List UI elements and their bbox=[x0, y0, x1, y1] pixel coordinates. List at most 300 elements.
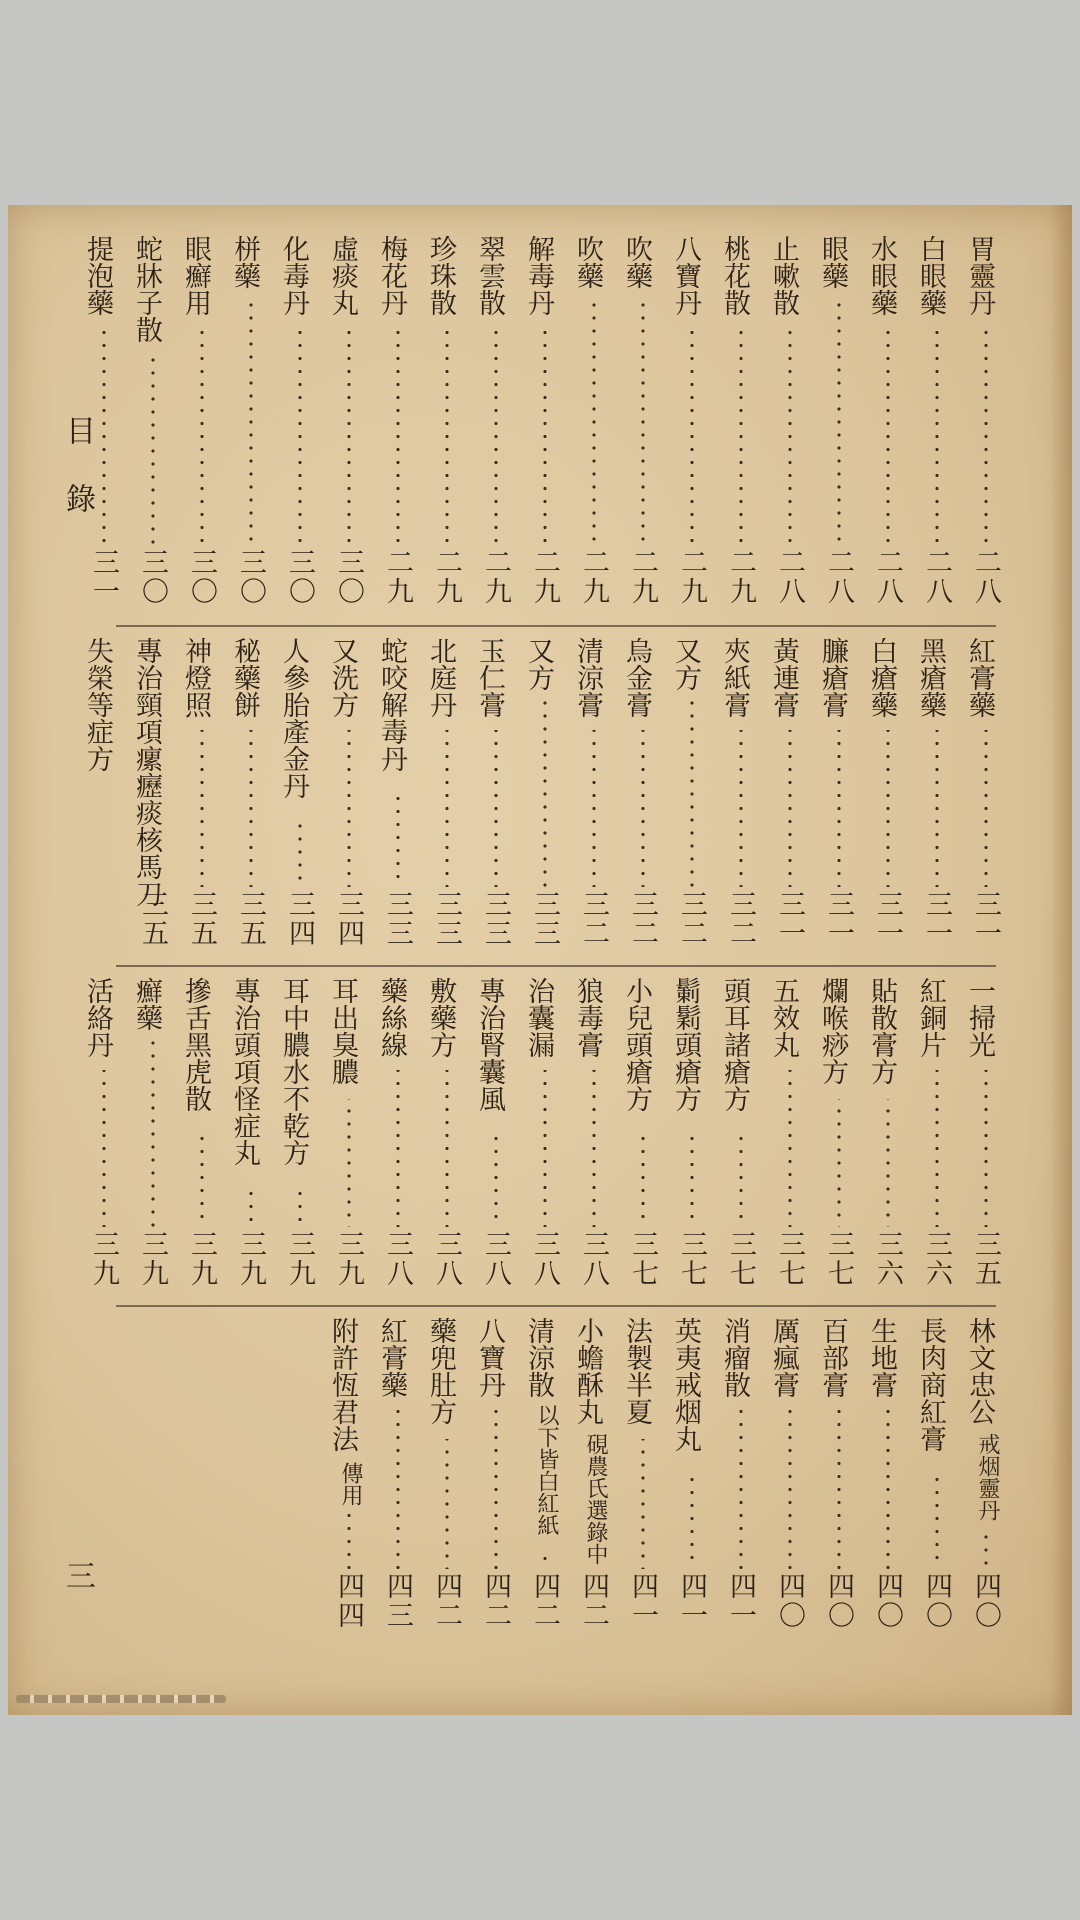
toc-page-number-text: 二八 bbox=[872, 548, 903, 606]
toc-entry-title: 活絡丹 bbox=[82, 977, 113, 1058]
toc-page-number-text: 三七 bbox=[774, 1230, 805, 1288]
toc-page-number bbox=[923, 548, 950, 613]
toc-entry bbox=[574, 977, 614, 1295]
toc-entry-title: 蛇咬解毒丹 bbox=[376, 637, 407, 772]
toc-page-number bbox=[286, 890, 313, 955]
toc-entry bbox=[721, 637, 761, 955]
leader-dots bbox=[641, 1128, 645, 1227]
toc-page-number-text: 三七 bbox=[823, 1230, 854, 1288]
toc-entry bbox=[133, 235, 173, 613]
toc-entry-title: 敷藥方 bbox=[425, 977, 456, 1058]
toc-entry bbox=[868, 637, 908, 955]
leader-dots bbox=[200, 328, 204, 545]
toc-entry bbox=[476, 637, 516, 955]
leader-dots bbox=[837, 299, 841, 545]
toc-page-number-text: 四〇 bbox=[921, 1572, 952, 1630]
toc-page-number-text: 四二 bbox=[431, 1572, 462, 1630]
toc-entry-title: 爛喉痧方 bbox=[817, 977, 848, 1085]
toc-page-number bbox=[433, 1230, 460, 1295]
leader-dots bbox=[347, 1514, 351, 1569]
toc-entry-title: 小蟾酥丸 bbox=[572, 1317, 603, 1425]
toc-entry-title: 神燈照 bbox=[180, 637, 211, 718]
leader-dots bbox=[641, 1439, 645, 1569]
toc-page-number bbox=[384, 890, 411, 955]
leader-dots bbox=[641, 299, 645, 545]
leader-dots bbox=[396, 328, 400, 545]
toc-entry bbox=[917, 235, 957, 613]
toc-page-number-text: 三九 bbox=[284, 1230, 315, 1288]
toc-page-number-text: 三三 bbox=[529, 890, 560, 948]
toc-entry bbox=[966, 1317, 1006, 1637]
leader-dots bbox=[935, 730, 939, 887]
toc-entry bbox=[84, 977, 124, 1295]
toc-page-number-text: 三二 bbox=[627, 890, 658, 948]
toc-page-number-text: 三一 bbox=[774, 890, 805, 948]
leader-dots bbox=[935, 1468, 939, 1569]
leader-dots bbox=[445, 328, 449, 545]
toc-entry bbox=[280, 977, 320, 1295]
toc-entry-title: 黑瘡藥 bbox=[915, 637, 946, 718]
toc-entry bbox=[868, 1317, 908, 1637]
toc-page-number bbox=[433, 890, 460, 955]
toc-entry bbox=[868, 977, 908, 1295]
toc-page-number bbox=[384, 1230, 411, 1295]
toc-page-number bbox=[335, 890, 362, 955]
toc-entry bbox=[966, 235, 1006, 613]
toc-band-4 bbox=[8, 1317, 1072, 1637]
toc-entry-title: 耳出臭膿 bbox=[327, 977, 358, 1085]
toc-entry bbox=[84, 637, 124, 955]
leader-dots bbox=[837, 1410, 841, 1569]
toc-page-number-text: 三九 bbox=[186, 1230, 217, 1288]
toc-entry-title: 五效丸 bbox=[768, 977, 799, 1058]
toc-page-number-text: 三八 bbox=[529, 1230, 560, 1288]
toc-page-number bbox=[139, 1230, 166, 1295]
toc-entry-note: 硯農氏選錄中 bbox=[583, 1433, 608, 1565]
leader-dots bbox=[494, 328, 498, 545]
leader-dots bbox=[690, 1128, 694, 1227]
leader-dots bbox=[249, 299, 253, 545]
leader-dots bbox=[102, 1070, 106, 1227]
toc-entry bbox=[966, 637, 1006, 955]
leader-dots bbox=[445, 730, 449, 887]
toc-entry-title: 紅膏藥 bbox=[964, 637, 995, 718]
toc-entry-title: 專治腎囊風 bbox=[474, 977, 505, 1112]
toc-page-number bbox=[923, 1230, 950, 1295]
toc-entry bbox=[133, 637, 173, 955]
toc-entry-title: 眼癬用 bbox=[180, 235, 211, 316]
toc-entry bbox=[84, 235, 124, 613]
toc-page-number bbox=[482, 890, 509, 955]
toc-page-number-text: 三五 bbox=[235, 890, 266, 948]
toc-page-number-text: 四〇 bbox=[774, 1572, 805, 1630]
toc-page-number-text: 三九 bbox=[88, 1230, 119, 1288]
toc-entry-title: 桃花散 bbox=[719, 235, 750, 316]
leader-dots bbox=[298, 1186, 302, 1227]
toc-entry-title: 又方 bbox=[523, 637, 554, 691]
toc-page-number bbox=[482, 1572, 509, 1637]
toc-entry-title: 林文忠公 bbox=[964, 1317, 995, 1425]
leader-dots bbox=[494, 1410, 498, 1569]
toc-page-number bbox=[678, 1572, 705, 1637]
leader-dots bbox=[837, 730, 841, 887]
toc-entry bbox=[770, 235, 810, 613]
toc-entry-title: 人參胎產金丹 bbox=[278, 637, 309, 799]
toc-entry bbox=[231, 235, 271, 613]
toc-band-3 bbox=[8, 977, 1072, 1295]
toc-page-number-text: 三七 bbox=[725, 1230, 756, 1288]
toc-page-number-text: 二九 bbox=[578, 548, 609, 606]
toc-page-number bbox=[678, 548, 705, 613]
toc-entry bbox=[721, 977, 761, 1295]
toc-page-number bbox=[237, 1230, 264, 1295]
toc-entry bbox=[525, 977, 565, 1295]
toc-page-number-text: 二八 bbox=[774, 548, 805, 606]
toc-page-number-text: 二九 bbox=[382, 548, 413, 606]
toc-page-number-text: 三四 bbox=[284, 890, 315, 948]
toc-page-number bbox=[874, 1572, 901, 1637]
toc-entry bbox=[966, 977, 1006, 1295]
toc-page-number-text: 三八 bbox=[382, 1230, 413, 1288]
leader-dots bbox=[886, 328, 890, 545]
toc-page-number-text: 二九 bbox=[529, 548, 560, 606]
leader-dots bbox=[200, 1128, 204, 1227]
leader-dots bbox=[396, 788, 400, 887]
toc-page-number-text: 三〇 bbox=[186, 548, 217, 606]
toc-entry-title: 黃連膏 bbox=[768, 637, 799, 718]
toc-entry bbox=[329, 235, 369, 613]
toc-page-number-text: 四〇 bbox=[823, 1572, 854, 1630]
toc-entry bbox=[476, 977, 516, 1295]
toc-entry bbox=[378, 235, 418, 613]
toc-entry bbox=[231, 637, 271, 955]
toc-page-number-text: 三三 bbox=[480, 890, 511, 948]
toc-entry-title: 癬藥 bbox=[131, 977, 162, 1031]
toc-entry bbox=[182, 637, 222, 955]
toc-entry-title: 蛇牀子散 bbox=[131, 235, 162, 343]
leader-dots bbox=[984, 1531, 988, 1569]
toc-entry-title: 珍珠散 bbox=[425, 235, 456, 316]
leader-dots bbox=[641, 730, 645, 887]
toc-entry-title: 北庭丹 bbox=[425, 637, 456, 718]
toc-page-number bbox=[384, 1572, 411, 1637]
toc-page-number bbox=[629, 1230, 656, 1295]
toc-page-number bbox=[335, 1230, 362, 1295]
toc-entry-title: 止嗽散 bbox=[768, 235, 799, 316]
leader-dots bbox=[935, 1070, 939, 1227]
leader-dots bbox=[592, 730, 596, 887]
page-number: 三 bbox=[60, 1560, 95, 1590]
toc-entry-title: 烏金膏 bbox=[621, 637, 652, 718]
toc-page-number bbox=[825, 890, 852, 955]
toc-page-number bbox=[90, 548, 117, 613]
toc-page-number bbox=[874, 1230, 901, 1295]
toc-page-number-text: 四一 bbox=[725, 1572, 756, 1630]
toc-page-number-text: 三七 bbox=[676, 1230, 707, 1288]
leader-dots bbox=[543, 701, 547, 887]
leader-dots bbox=[935, 328, 939, 545]
toc-page-number bbox=[874, 548, 901, 613]
toc-page-number bbox=[384, 548, 411, 613]
toc-band-1 bbox=[8, 235, 1072, 613]
toc-page-number-text: 三一 bbox=[823, 890, 854, 948]
toc-page-number bbox=[629, 890, 656, 955]
toc-entry-title: 清涼散 bbox=[523, 1317, 554, 1398]
toc-page-number-text: 三二 bbox=[725, 890, 756, 948]
toc-page-number-text: 三三 bbox=[382, 890, 413, 948]
toc-entry bbox=[770, 1317, 810, 1637]
toc-entry-title: 消瘤散 bbox=[719, 1317, 750, 1398]
running-title: 目錄 bbox=[60, 415, 95, 551]
leader-dots bbox=[788, 328, 792, 545]
toc-entry-title: 英夷戒烟丸 bbox=[670, 1317, 701, 1452]
leader-dots bbox=[690, 1468, 694, 1569]
toc-page-number bbox=[286, 1230, 313, 1295]
toc-entry bbox=[574, 637, 614, 955]
leader-dots bbox=[739, 1128, 743, 1227]
leader-dots bbox=[543, 328, 547, 545]
toc-page-number bbox=[825, 1230, 852, 1295]
leader-dots bbox=[396, 1070, 400, 1227]
toc-page-number bbox=[972, 1572, 999, 1637]
toc-entry-title: 摻舌黑虎散 bbox=[180, 977, 211, 1112]
toc-entry-title: 吹藥 bbox=[621, 235, 652, 289]
toc-page-number bbox=[825, 1572, 852, 1637]
toc-page-number-text: 四〇 bbox=[970, 1572, 1001, 1630]
toc-entry-title: 解毒丹 bbox=[523, 235, 554, 316]
leader-dots bbox=[984, 730, 988, 887]
toc-page-number-text: 二八 bbox=[823, 548, 854, 606]
toc-entry-title: 附許恆君法 bbox=[327, 1317, 358, 1452]
toc-entry bbox=[182, 977, 222, 1295]
toc-page-number-text: 四三 bbox=[382, 1572, 413, 1630]
toc-entry bbox=[525, 1317, 565, 1637]
toc-page-number-text: 四〇 bbox=[872, 1572, 903, 1630]
toc-entry-title: 水眼藥 bbox=[866, 235, 897, 316]
toc-page-number bbox=[433, 1572, 460, 1637]
section-divider bbox=[116, 965, 996, 967]
toc-entry bbox=[574, 1317, 614, 1637]
toc-page-number bbox=[727, 890, 754, 955]
paper-tear bbox=[16, 1695, 226, 1703]
leader-dots bbox=[886, 1099, 890, 1227]
leader-dots bbox=[739, 1410, 743, 1569]
toc-entry-title: 夾紙膏 bbox=[719, 637, 750, 718]
leader-dots bbox=[739, 730, 743, 887]
toc-entry bbox=[525, 637, 565, 955]
toc-entry-title: 八寶丹 bbox=[474, 1317, 505, 1398]
toc-page-number bbox=[237, 890, 264, 955]
toc-page-number-text: 四一 bbox=[676, 1572, 707, 1630]
toc-page-number-text: 四四 bbox=[333, 1572, 364, 1630]
leader-dots bbox=[298, 817, 302, 887]
toc-page-number bbox=[335, 1572, 362, 1637]
toc-page-number-text: 三一 bbox=[872, 890, 903, 948]
toc-entry-title: 眼藥 bbox=[817, 235, 848, 289]
toc-entry-title: 胃靈丹 bbox=[964, 235, 995, 316]
toc-page-number-text: 三六 bbox=[872, 1230, 903, 1288]
toc-page-number-text: 二九 bbox=[480, 548, 511, 606]
leader-dots bbox=[984, 328, 988, 545]
toc-entry bbox=[427, 637, 467, 955]
toc-entry-title: 專治頸項瘰癧痰核馬刀 bbox=[131, 637, 162, 907]
leader-dots bbox=[347, 730, 351, 887]
leader-dots bbox=[788, 1410, 792, 1569]
toc-entry bbox=[182, 235, 222, 613]
toc-page-number bbox=[237, 548, 264, 613]
leader-dots bbox=[837, 1099, 841, 1227]
toc-page-number bbox=[139, 890, 166, 955]
leader-dots bbox=[543, 1070, 547, 1227]
toc-entry bbox=[574, 235, 614, 613]
leader-dots bbox=[886, 730, 890, 887]
toc-entry-title: 白瘡藥 bbox=[866, 637, 897, 718]
leader-dots bbox=[347, 1099, 351, 1227]
toc-entry-title: 提泡藥 bbox=[82, 235, 113, 316]
leader-dots bbox=[494, 1128, 498, 1227]
toc-entry bbox=[917, 637, 957, 955]
toc-page-number bbox=[90, 1230, 117, 1295]
toc-entry-title: 吹藥 bbox=[572, 235, 603, 289]
toc-page-number bbox=[139, 548, 166, 613]
toc-entry bbox=[329, 637, 369, 955]
toc-entry bbox=[623, 637, 663, 955]
leader-dots bbox=[151, 357, 155, 545]
toc-page-number-text: 三五 bbox=[186, 890, 217, 948]
toc-page-number-text: 三九 bbox=[235, 1230, 266, 1288]
toc-page-number bbox=[580, 1230, 607, 1295]
toc-page-number bbox=[727, 548, 754, 613]
toc-entry-title: 鬎鬁頭瘡方 bbox=[670, 977, 701, 1112]
toc-page-number-text: 三八 bbox=[431, 1230, 462, 1288]
toc-entry bbox=[378, 1317, 418, 1637]
toc-page-number bbox=[874, 890, 901, 955]
toc-page-number bbox=[580, 1572, 607, 1637]
leader-dots bbox=[788, 730, 792, 887]
toc-entry-title: 化毒丹 bbox=[278, 235, 309, 316]
toc-page-number bbox=[629, 548, 656, 613]
toc-page-number bbox=[188, 1230, 215, 1295]
toc-entry bbox=[280, 235, 320, 613]
toc-page-number-text: 三四 bbox=[333, 890, 364, 948]
toc-page-number bbox=[531, 1572, 558, 1637]
toc-page-number-text: 三〇 bbox=[284, 548, 315, 606]
toc-page-number-text: 二九 bbox=[627, 548, 658, 606]
toc-page-number bbox=[531, 890, 558, 955]
toc-page-number bbox=[482, 548, 509, 613]
leader-dots bbox=[690, 701, 694, 887]
toc-page-number bbox=[776, 890, 803, 955]
toc-entry-title: 藥兜肚方 bbox=[425, 1317, 456, 1425]
leader-dots bbox=[249, 1186, 253, 1227]
toc-page-number bbox=[335, 548, 362, 613]
section-divider bbox=[116, 1305, 996, 1307]
toc-page-number-text: 三〇 bbox=[235, 548, 266, 606]
toc-page-number-text: 三九 bbox=[333, 1230, 364, 1288]
toc-entry-title: 小兒頭瘡方 bbox=[621, 977, 652, 1112]
toc-entry-title: 臁瘡膏 bbox=[817, 637, 848, 718]
toc-page-number-text: 二九 bbox=[725, 548, 756, 606]
toc-page-number-text: 三二 bbox=[578, 890, 609, 948]
toc-page-number-text: 四二 bbox=[480, 1572, 511, 1630]
toc-page-number bbox=[727, 1572, 754, 1637]
toc-entry bbox=[329, 977, 369, 1295]
leader-dots bbox=[445, 1439, 449, 1569]
toc-page-number bbox=[825, 548, 852, 613]
leader-dots bbox=[151, 1041, 155, 1227]
toc-entry-title: 生地膏 bbox=[866, 1317, 897, 1398]
toc-entry-title: 失榮等症方 bbox=[82, 637, 113, 772]
toc-entry bbox=[770, 977, 810, 1295]
toc-entry bbox=[427, 1317, 467, 1637]
toc-entry bbox=[427, 977, 467, 1295]
toc-page-number bbox=[629, 1572, 656, 1637]
toc-page-number-text: 三八 bbox=[480, 1230, 511, 1288]
toc-entry-title: 紅銅片 bbox=[915, 977, 946, 1058]
toc-page-number bbox=[433, 548, 460, 613]
toc-entry bbox=[280, 637, 320, 955]
leader-dots bbox=[690, 328, 694, 545]
toc-entry bbox=[721, 1317, 761, 1637]
toc-entry bbox=[917, 977, 957, 1295]
leader-dots bbox=[494, 730, 498, 887]
toc-page-number-text: 三五 bbox=[970, 1230, 1001, 1288]
toc-page-number-text: 三〇 bbox=[333, 548, 364, 606]
toc-page-number bbox=[923, 890, 950, 955]
toc-page-number-text: 三二 bbox=[676, 890, 707, 948]
toc-entry bbox=[672, 1317, 712, 1637]
toc-entry bbox=[623, 1317, 663, 1637]
toc-entry-title: 清涼膏 bbox=[572, 637, 603, 718]
toc-page-number bbox=[923, 1572, 950, 1637]
toc-page-number-text: 三七 bbox=[627, 1230, 658, 1288]
toc-entry bbox=[819, 1317, 859, 1637]
toc-entry-title: 厲瘋膏 bbox=[768, 1317, 799, 1398]
toc-entry-title: 專治頭項怪症丸 bbox=[229, 977, 260, 1166]
toc-page-number-text: 三〇 bbox=[137, 548, 168, 606]
toc-page-number-text: 三五 bbox=[137, 890, 168, 948]
toc-page-number bbox=[531, 548, 558, 613]
toc-page-number-text: 三一 bbox=[921, 890, 952, 948]
toc-entry bbox=[868, 235, 908, 613]
leader-dots bbox=[445, 1070, 449, 1227]
toc-page-number-text: 二九 bbox=[676, 548, 707, 606]
toc-entry-title: 頭耳諸瘡方 bbox=[719, 977, 750, 1112]
toc-page-number bbox=[727, 1230, 754, 1295]
toc-band-2 bbox=[8, 637, 1072, 955]
toc-page-number-text: 三六 bbox=[921, 1230, 952, 1288]
toc-page-number-text: 三三 bbox=[431, 890, 462, 948]
toc-entry-title: 梅花丹 bbox=[376, 235, 407, 316]
toc-entry bbox=[476, 1317, 516, 1637]
toc-page-number bbox=[678, 1230, 705, 1295]
toc-entry-title: 一掃光 bbox=[964, 977, 995, 1058]
toc-page-number-text: 三一 bbox=[970, 890, 1001, 948]
toc-page-number bbox=[972, 548, 999, 613]
toc-entry-title: 治囊漏 bbox=[523, 977, 554, 1058]
toc-page-number bbox=[776, 1230, 803, 1295]
leader-dots bbox=[200, 730, 204, 887]
toc-page-number-text: 二八 bbox=[921, 548, 952, 606]
toc-entry bbox=[378, 637, 418, 955]
toc-entry bbox=[819, 977, 859, 1295]
toc-entry bbox=[819, 637, 859, 955]
toc-entry bbox=[672, 235, 712, 613]
toc-page-number bbox=[482, 1230, 509, 1295]
toc-page-number bbox=[776, 1572, 803, 1637]
toc-entry-title: 貼散膏方 bbox=[866, 977, 897, 1085]
toc-entry bbox=[623, 235, 663, 613]
